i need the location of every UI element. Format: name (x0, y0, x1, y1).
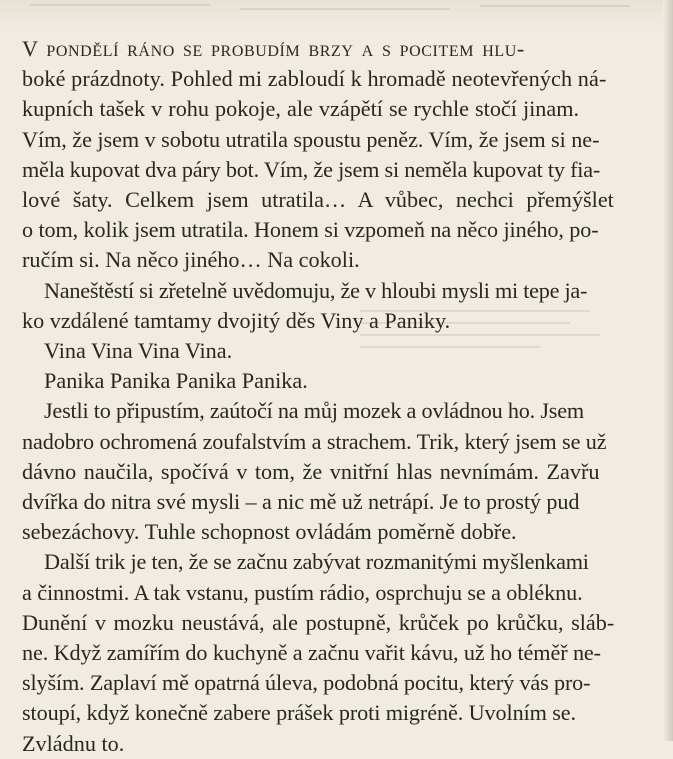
show-through-top (0, 0, 673, 30)
text-line: Panika Panika Panika Panika. (44, 368, 308, 394)
text-line: Naneštěstí si zřetelně uvědomuju, že v hloubi mysli mi tepe ja- (44, 277, 588, 303)
text-line: ručím si. Na něco jiného… Na cokoli. (22, 247, 360, 273)
text-line: ko vzdálené tamtamy dvojitý děs Viny a Paniky. (22, 307, 451, 333)
text-line: o tom, kolik jsem utratila. Honem si vzpomeň na něco jiného, po- (22, 217, 599, 243)
text-line: V pondělí ráno se probudím brzy a s pocitem hlu- (22, 36, 525, 61)
text-line: kupních tašek v rohu pokoje, ale vzápětí se rychle stočí jinam. (22, 96, 580, 122)
text-line: slyším. Zaplaví mě opatrná úleva, podobná pocitu, který vás pro- (22, 670, 591, 696)
text-line: měla kupovat dva páry bot. Vím, že jsem si neměla kupovat ty fia- (22, 156, 601, 182)
text-line: Zvládnu to. (22, 730, 125, 756)
text-line: Vím, že jsem v sobotu utratila spoustu peněz. Vím, že jsem si ne- (22, 126, 600, 152)
text-line: nadobro ochromená zoufalstvím a strachem. Trik, který jsem se už (22, 428, 607, 454)
text-line: sebezáchovy. Tuhle schopnost ovládám poměrně dobře. (22, 519, 517, 545)
text-line: Další trik je ten, že se začnu zabývat rozmanitými myšlenkami (44, 549, 589, 575)
text-line: dávno naučila, spočívá v tom, že vnitřní hlas nevnímám. Zavřu (22, 458, 600, 484)
text-line: boké prázdnoty. Pohled mi zabloudí k hromadě neotevřených ná- (22, 66, 607, 92)
page-edge-shadow (663, 0, 673, 741)
text-line: stoupí, když konečně zabere prášek proti migréně. Uvolním se. (22, 700, 576, 726)
text-line: ne. Když zamířím do kuchyně a začnu vařit kávu, už ho téměř ne- (22, 640, 601, 666)
text-line: lové šaty. Celkem jsem utratila… A vůbec, nechci přemýšlet (22, 187, 614, 213)
text-line: Vina Vina Vina Vina. (44, 338, 233, 364)
book-page (22, 34, 664, 759)
text-line: Jestli to připustím, zaútočí na můj mozek a ovládnou ho. Jsem (44, 398, 584, 424)
text-line: Dunění v mozku neustává, ale postupně, krůček po krůčku, sláb- (22, 609, 615, 635)
text-line: a činnostmi. A tak vstanu, pustím rádio, osprchuju se a obléknu. (22, 579, 583, 605)
text-line: dvířka do nitra své mysli – a nic mě už netrápí. Je to prostý pud (22, 489, 580, 515)
